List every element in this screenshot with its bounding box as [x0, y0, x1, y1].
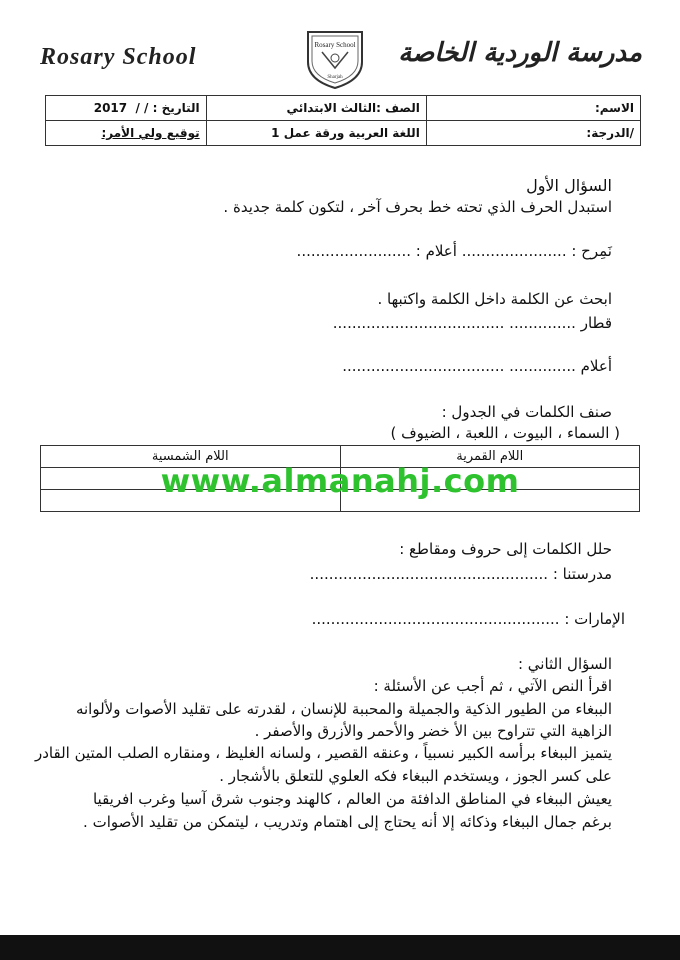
- name-label: الاسم:: [594, 101, 634, 115]
- q1-instruction: استبدل الحرف الذي تحته خط بحرف آخر ، لتكون كلمة جديدة .: [223, 198, 612, 216]
- q1-title: السؤال الأول: [526, 176, 612, 195]
- school-crest-icon: [304, 28, 366, 90]
- q2-title: السؤال الثاني :: [517, 655, 612, 673]
- header-qamari: اللام القمرية: [340, 446, 640, 468]
- logo-text-bottom: Sharjah: [327, 75, 343, 80]
- class-label: الصف :الثالث الابتدائي: [286, 101, 420, 115]
- classify-instruction: صنف الكلمات في الجدول :: [441, 403, 612, 421]
- q2-instruction: اقرأ النص الآتي ، ثم أجب عن الأسئلة :: [373, 677, 612, 695]
- paragraph-line: برغم جمال الببغاء وذكائه إلا أنه يحتاج إلى اهتمام وتدريب ، ليتمكن من تقليد الأصوات .: [83, 813, 612, 831]
- website-watermark: www.almanahj.com: [160, 462, 520, 500]
- alam-line: أعلام .............. ..................................: [342, 357, 612, 375]
- school-name-arabic: مدرسة الوردية الخاصة: [398, 38, 642, 68]
- name-cell: [426, 96, 640, 121]
- paragraph-line: الببغاء من الطيور الذكية والجميلة والمحببة للإنسان ، لقدرته على تقليد الأصوات ولألوانه: [75, 700, 612, 718]
- subject-cell: [206, 121, 426, 146]
- subject-label: اللغة العربية ورقة عمل 1: [271, 126, 420, 140]
- date-year: 2017: [93, 101, 128, 115]
- paragraph-line: على كسر الجوز ، ويستخدم الببغاء فكه العلوي للتعلق بالأشجار .: [219, 767, 612, 785]
- split-word-2: الإمارات : ....................................................: [311, 610, 625, 628]
- qitar-line: قطار .............. ....................................: [332, 314, 612, 332]
- signature-label: توقيع ولي الأمر:: [101, 126, 200, 140]
- grade-cell: [426, 121, 640, 146]
- words-list: ( السماء ، البيوت ، اللعبة ، الضيوف ): [390, 424, 620, 442]
- header-shamsi: اللام الشمسية: [41, 446, 341, 468]
- date-label: التاريخ : / /: [135, 101, 200, 115]
- q1-words-line: نَمِرح : ...................... أعلام : ........................: [296, 242, 612, 260]
- school-name-english: Rosary School: [40, 44, 197, 70]
- date-cell: [46, 96, 207, 121]
- page-header: [0, 0, 680, 95]
- search-instruction: ابحث عن الكلمة داخل الكلمة واكتبها .: [377, 290, 612, 308]
- signature-cell: [46, 121, 207, 146]
- paragraph-line: يعيش الببغاء في المناطق الدافئة من العالم ، كالهند وجنوب شرق آسيا وغرب افريقيا: [92, 790, 612, 808]
- class-cell: [206, 96, 426, 121]
- split-word-1: مدرستنا : ..................................................: [309, 565, 612, 583]
- grade-label: /الدرجة:: [586, 126, 634, 140]
- split-instruction: حلل الكلمات إلى حروف ومقاطع :: [399, 540, 612, 558]
- paragraph-line: يتميز الببغاء برأسه الكبير نسبياً ، وعنقه القصير ، ولسانه الغليظ ، ومنقاره الصلب المتين القادر: [34, 744, 612, 762]
- logo-text-top: Rosary School: [314, 41, 356, 49]
- student-info-table: [45, 95, 641, 146]
- paragraph-line: الزاهية التي تتراوح بين الأ خضر والأحمر والأزرق والأصفر .: [254, 722, 612, 740]
- screen-bottom-bar: [0, 935, 680, 960]
